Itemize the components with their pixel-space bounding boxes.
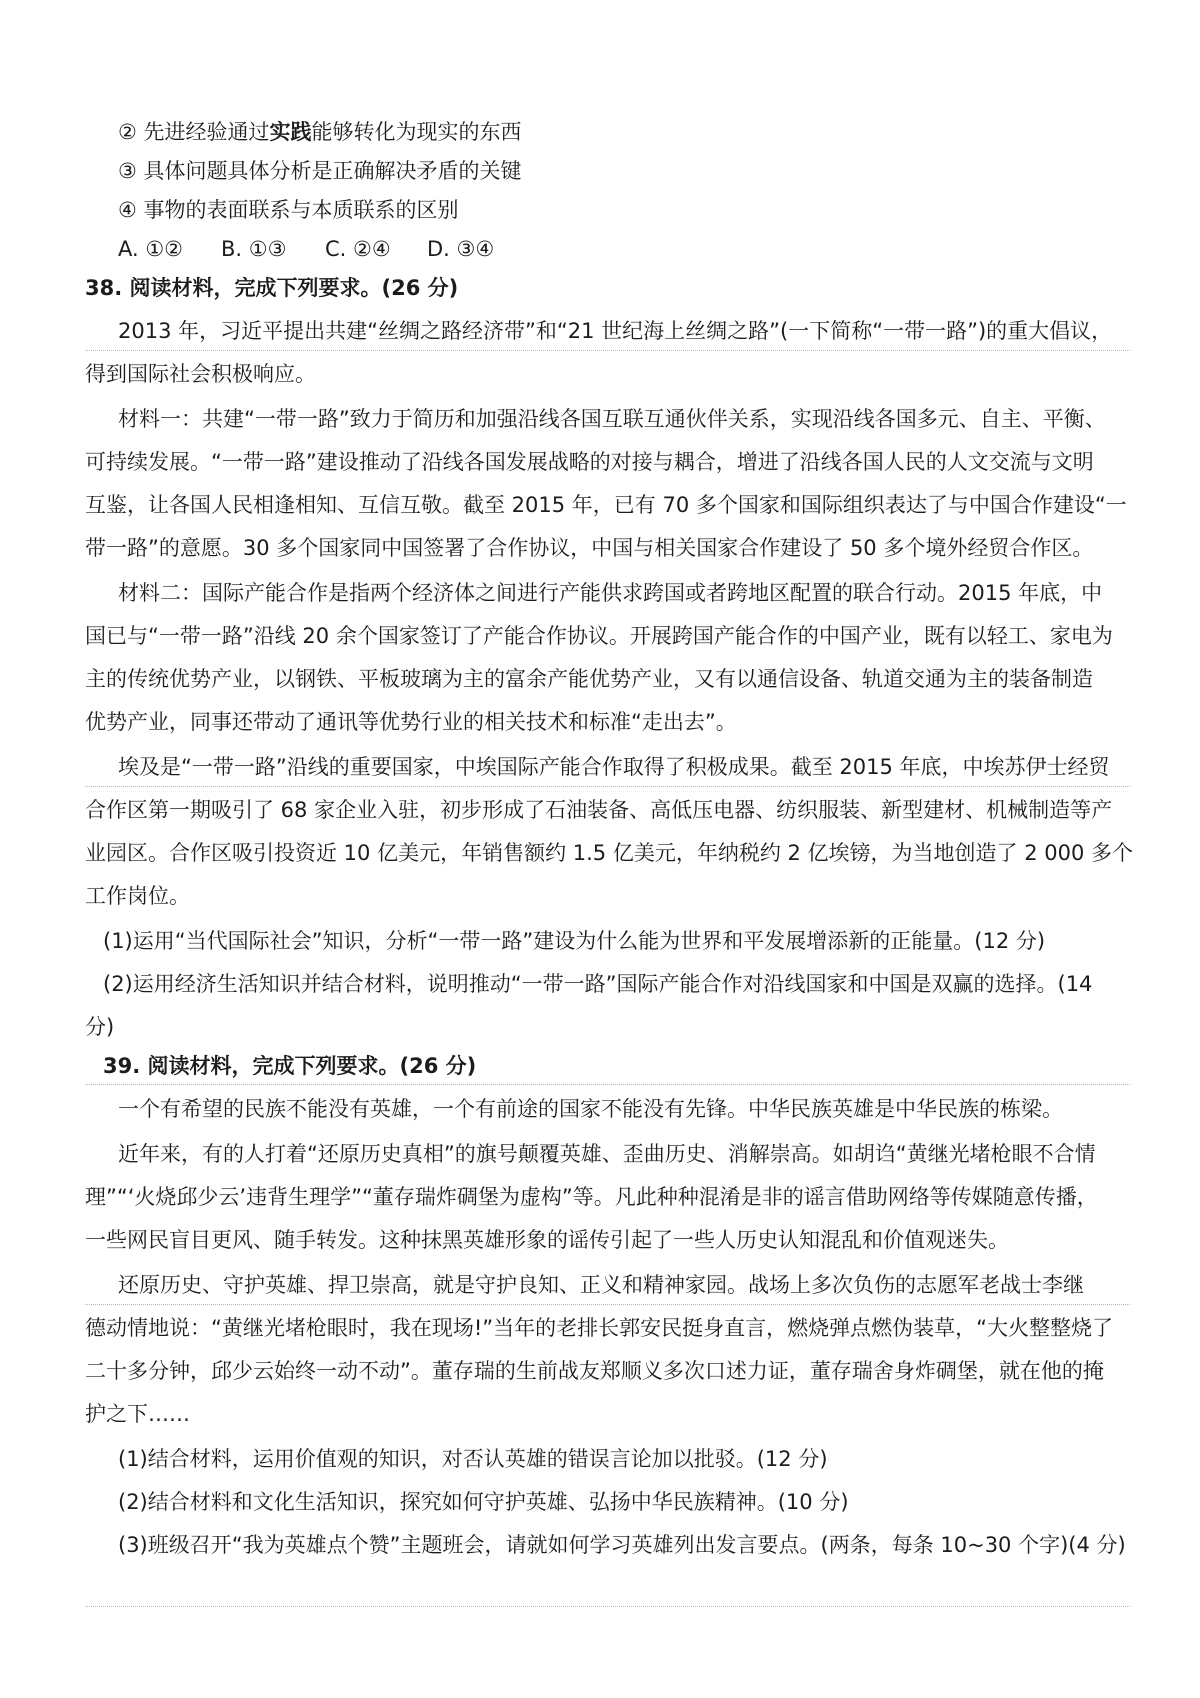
option-item-2 xyxy=(118,117,1200,147)
q39-task-2: (2)结合材料和文化生活知识，探究如何守护英雄、弘扬中华民族精神。(10 分) xyxy=(118,1490,849,1514)
q39-heading: 39. 阅读材料，完成下列要求。(26 分) xyxy=(103,1054,477,1078)
option-item-3: ③ 具体问题具体分析是正确解决矛盾的关键 xyxy=(118,159,522,183)
q38-material2-line-2: 国已与“一带一路”沿线 20 余个国家签订了产能合作协议。开展跨国产能合作的中国产业，既有以轻工、家电为 xyxy=(85,624,1113,648)
q39-task-3: (3)班级召开“我为英雄点个赞”主题班会，请就如何学习英雄列出发言要点。(两条，每条 10~30 个字)(4 分) xyxy=(118,1533,1126,1557)
dotted-divider xyxy=(85,1304,1130,1305)
q38-material3-line-2: 合作区第一期吸引了 68 家企业入驻，初步形成了石油装备、高低压电器、纺织服装、新型建材、机械制造等产 xyxy=(85,798,1113,822)
choice-b: B. ①③ xyxy=(221,237,287,261)
q38-task-2-line-2: 分) xyxy=(85,1015,115,1039)
answer-choices xyxy=(118,234,1200,264)
q38-intro-line-1: 2013 年，习近平提出共建“丝绸之路经济带”和“21 世纪海上丝绸之路”(一下简称“一带一路”)的重大倡议， xyxy=(118,319,1113,343)
q38-heading: 38. 阅读材料，完成下列要求。(26 分) xyxy=(85,276,459,300)
q38-task-1: (1)运用“当代国际社会”知识，分析“一带一路”建设为什么能为世界和平发展增添新的正能量。(12 分) xyxy=(103,929,1046,953)
q39-task-1: (1)结合材料，运用价值观的知识，对否认英雄的错误言论加以批驳。(12 分) xyxy=(118,1447,828,1471)
q38-material2-line-3: 主的传统优势产业，以钢铁、平板玻璃为主的富余产能优势产业，又有以通信设备、轨道交通为主的装备制造 xyxy=(85,667,1093,691)
q38-task-2-line-1: (2)运用经济生活知识并结合材料，说明推动“一带一路”国际产能合作对沿线国家和中国是双赢的选择。(14 xyxy=(103,972,1093,996)
q39-paragraph-2-line-3: 一些网民盲目更风、随手转发。这种抹黑英雄形象的谣传引起了一些人历史认知混乱和价值观迷失。 xyxy=(85,1228,1009,1252)
dotted-divider xyxy=(85,786,1130,787)
q39-paragraph-2-line-2: 理”“‘火烧邱少云’违背生理学”“董存瑞炸碉堡为虚构”等。凡此种种混淆是非的谣言借助网络等传媒随意传播， xyxy=(85,1185,1098,1209)
dotted-divider xyxy=(85,1606,1130,1607)
choice-a: A. ①② xyxy=(118,237,183,261)
q38-material1-line-2: 可持续发展。“一带一路”建设推动了沿线各国发展战略的对接与耦合，增进了沿线各国人民的人文交流与文明 xyxy=(85,450,1094,474)
q38-material1-line-4: 带一路”的意愿。30 多个国家同中国签署了合作协议，中国与相关国家合作建设了 50 多个境外经贸合作区。 xyxy=(85,536,1094,560)
option-item-2-tail: 能够转化为现实的东西 xyxy=(311,120,522,144)
q39-paragraph-3-line-4: 护之下…… xyxy=(85,1402,190,1426)
dotted-divider xyxy=(85,1084,1130,1085)
choice-d: D. ③④ xyxy=(427,237,495,261)
q39-paragraph-3-line-2: 德动情地说：“黄继光堵枪眼时，我在现场!”当年的老排长郭安民挺身直言，燃烧弹点燃伪装草，“大火整整烧了 xyxy=(85,1316,1114,1340)
option-item-4: ④ 事物的表面联系与本质联系的区别 xyxy=(118,198,459,222)
q39-paragraph-2-line-1: 近年来，有的人打着“还原历史真相”的旗号颠覆英雄、歪曲历史、消解崇高。如胡诌“黄继光堵枪眼不合情 xyxy=(118,1142,1096,1166)
q38-material1-line-1: 材料一：共建“一带一路”致力于简历和加强沿线各国互联互通伙伴关系，实现沿线各国多元、自主、平衡、 xyxy=(118,407,1106,431)
dotted-divider xyxy=(85,350,1130,351)
q38-intro-line-2: 得到国际社会积极响应。 xyxy=(85,362,316,386)
q38-material3-line-3: 业园区。合作区吸引投资近 10 亿美元，年销售额约 1.5 亿美元，年纳税约 2 亿埃镑，为当地创造了 2 000 多个 xyxy=(85,841,1133,865)
q38-material2-line-1: 材料二：国际产能合作是指两个经济体之间进行产能供求跨国或者跨地区配置的联合行动。2015 年底，中 xyxy=(118,581,1103,605)
option-item-2-emphasis: 实践 xyxy=(269,120,312,144)
q39-paragraph-1: 一个有希望的民族不能没有英雄，一个有前途的国家不能没有先锋。中华民族英雄是中华民族的栋梁。 xyxy=(118,1097,1063,1121)
q38-material1-line-3: 互鉴，让各国人民相逢相知、互信互敬。截至 2015 年，已有 70 多个国家和国际组织表达了与中国合作建设“一 xyxy=(85,493,1127,517)
choice-c: C. ②④ xyxy=(325,237,391,261)
q38-material3-line-1: 埃及是“一带一路”沿线的重要国家，中埃国际产能合作取得了积极成果。截至 2015 年底，中埃苏伊士经贸 xyxy=(118,755,1110,779)
q38-material2-line-4: 优势产业，同事还带动了通讯等优势行业的相关技术和标准“走出去”。 xyxy=(85,710,737,734)
q39-paragraph-3-line-1: 还原历史、守护英雄、捍卫崇高，就是守护良知、正义和精神家园。战场上多次负伤的志愿军老战士李继 xyxy=(118,1273,1084,1297)
q39-paragraph-3-line-3: 二十多分钟，邱少云始终一动不动”。董存瑞的生前战友郑顺义多次口述力证，董存瑞舍身炸碉堡，就在他的掩 xyxy=(85,1359,1104,1383)
q38-material3-line-4: 工作岗位。 xyxy=(85,884,190,908)
option-item-2-text: ② 先进经验通过 xyxy=(118,120,270,144)
